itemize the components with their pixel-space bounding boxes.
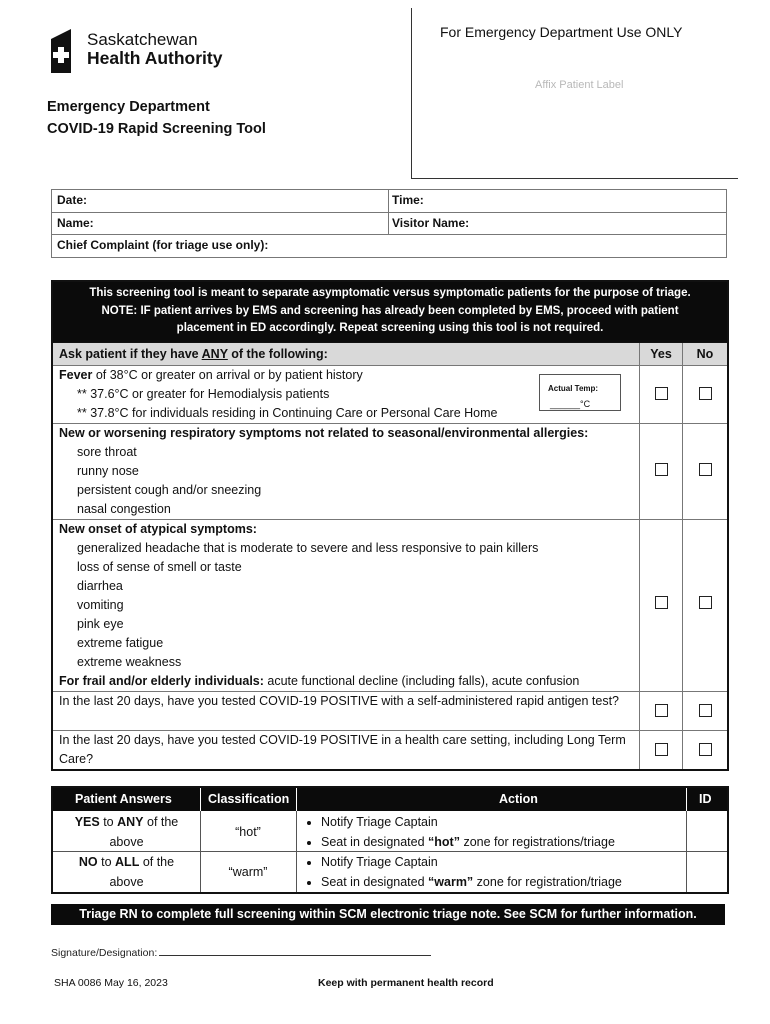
ask-patient-heading: Ask patient if they have ANY of the following: <box>59 346 328 361</box>
list-item: • Seat in designated “warm” zone for registration/triage <box>321 872 622 892</box>
col-classification: Classification <box>208 792 290 806</box>
col-action: Action <box>499 792 538 806</box>
col-id: ID <box>699 792 712 806</box>
col-patient-answers: Patient Answers <box>75 792 172 806</box>
action-list-warm <box>301 852 622 892</box>
list-item: vomiting <box>77 597 124 612</box>
list-item: loss of sense of smell or taste <box>77 559 242 574</box>
list-item: • Notify Triage Captain <box>321 852 622 872</box>
banner-line2: NOTE: IF patient arrives by EMS and screening has already been completed by EMS, proceed with patient <box>101 304 679 317</box>
no-column-header: No <box>696 346 714 361</box>
fever-no-checkbox[interactable] <box>699 387 712 400</box>
list-item: runny nose <box>77 463 139 478</box>
keep-record-note: Keep with permanent health record <box>318 977 494 989</box>
fever-section <box>53 365 727 423</box>
affix-patient-label: Affix Patient Label <box>535 79 624 91</box>
page-title <box>47 96 266 140</box>
banner-line1: This screening tool is meant to separate asymptomatic versus symptomatic patients for the purpose of triage. <box>89 287 691 299</box>
hc-test-question: In the last 20 days, have you tested COVID-19 POSITIVE in a health care setting, including Long Term Care? <box>59 732 626 766</box>
screening-header-row <box>53 342 727 365</box>
fever-label: Fever <box>59 367 93 382</box>
screening-banner <box>53 282 727 342</box>
visitor-name-field[interactable]: Visitor Name: <box>392 216 470 230</box>
atypical-no-checkbox[interactable] <box>699 596 712 609</box>
list-item: pink eye <box>77 616 124 631</box>
classification-hot: “hot” <box>235 825 261 839</box>
date-field[interactable]: Date: <box>57 193 88 207</box>
banner-line3: placement in ED accordingly. Repeat screening using this tool is not required. <box>176 322 604 334</box>
list-item: generalized headache that is moderate to severe and less responsive to pain killers <box>77 540 539 555</box>
self-test-yes-checkbox[interactable] <box>655 704 668 717</box>
action-list-hot <box>301 812 615 852</box>
frail-label: For frail and/or elderly individuals: <box>59 673 264 688</box>
list-item: sore throat <box>77 444 137 459</box>
form-id: SHA 0086 May 16, 2023 <box>54 977 168 989</box>
title-line2: COVID-19 Rapid Screening Tool <box>47 121 266 137</box>
fever-yes-checkbox[interactable] <box>655 387 668 400</box>
respiratory-no-checkbox[interactable] <box>699 463 712 476</box>
hc-test-no-checkbox[interactable] <box>699 743 712 756</box>
self-test-section <box>53 691 727 730</box>
actual-temp-input[interactable]: ______°C <box>550 398 591 409</box>
fever-text: of 38°C or greater on arrival or by patient history <box>92 367 363 382</box>
patient-info-table <box>51 189 727 258</box>
chief-complaint-field[interactable]: Chief Complaint (for triage use only): <box>57 238 269 252</box>
atypical-title: New onset of atypical symptoms: <box>59 521 257 536</box>
yes-column-header: Yes <box>650 346 672 361</box>
list-item: • Notify Triage Captain <box>321 812 615 832</box>
respiratory-title: New or worsening respiratory symptoms not related to seasonal/environmental allergies: <box>59 425 589 440</box>
fever-hemodialysis: ** 37.6°C or greater for Hemodialysis patients <box>77 386 330 401</box>
list-item: diarrhea <box>77 578 123 593</box>
answer-no-all: NO to ALL of the above <box>78 855 175 889</box>
list-item: • Seat in designated “hot” zone for registrations/triage <box>321 832 615 852</box>
answer-yes-any: YES to ANY of the above <box>74 815 179 849</box>
self-test-no-checkbox[interactable] <box>699 704 712 717</box>
name-field[interactable]: Name: <box>57 216 94 230</box>
classification-warm: “warm” <box>228 865 268 879</box>
respiratory-yes-checkbox[interactable] <box>655 463 668 476</box>
list-item: nasal congestion <box>77 501 171 516</box>
sha-logo-icon <box>49 27 79 75</box>
respiratory-section <box>53 423 727 519</box>
list-item: extreme weakness <box>77 654 182 669</box>
answers-header <box>53 788 727 811</box>
patient-answers-table <box>51 786 729 894</box>
actual-temp-label: Actual Temp: <box>548 383 599 393</box>
org-line2: Health Authority <box>87 48 223 68</box>
signature-line[interactable] <box>51 945 431 959</box>
actual-temp-box[interactable] <box>539 374 621 411</box>
list-item: persistent cough and/or sneezing <box>77 482 262 497</box>
organization-name <box>87 31 222 67</box>
atypical-yes-checkbox[interactable] <box>655 596 668 609</box>
hc-test-section <box>53 730 727 769</box>
atypical-section <box>53 519 727 691</box>
triage-note-banner: Triage RN to complete full screening within SCM electronic triage note. See SCM for further information. <box>51 904 725 925</box>
self-test-question: In the last 20 days, have you tested COVID-19 POSITIVE with a self-administered rapid antigen test? <box>59 693 620 708</box>
time-field[interactable]: Time: <box>392 193 424 207</box>
hc-test-yes-checkbox[interactable] <box>655 743 668 756</box>
title-line1: Emergency Department <box>47 99 210 115</box>
fever-continuing-care: ** 37.8°C for individuals residing in Continuing Care or Personal Care Home <box>77 405 498 420</box>
org-line1: Saskatchewan <box>87 30 198 49</box>
list-item: extreme fatigue <box>77 635 164 650</box>
signature-label: Signature/Designation: <box>51 947 158 959</box>
frail-text: acute functional decline (including falls), acute confusion <box>263 673 580 688</box>
ed-use-only-text: For Emergency Department Use ONLY <box>440 24 683 40</box>
screening-table <box>51 280 729 771</box>
